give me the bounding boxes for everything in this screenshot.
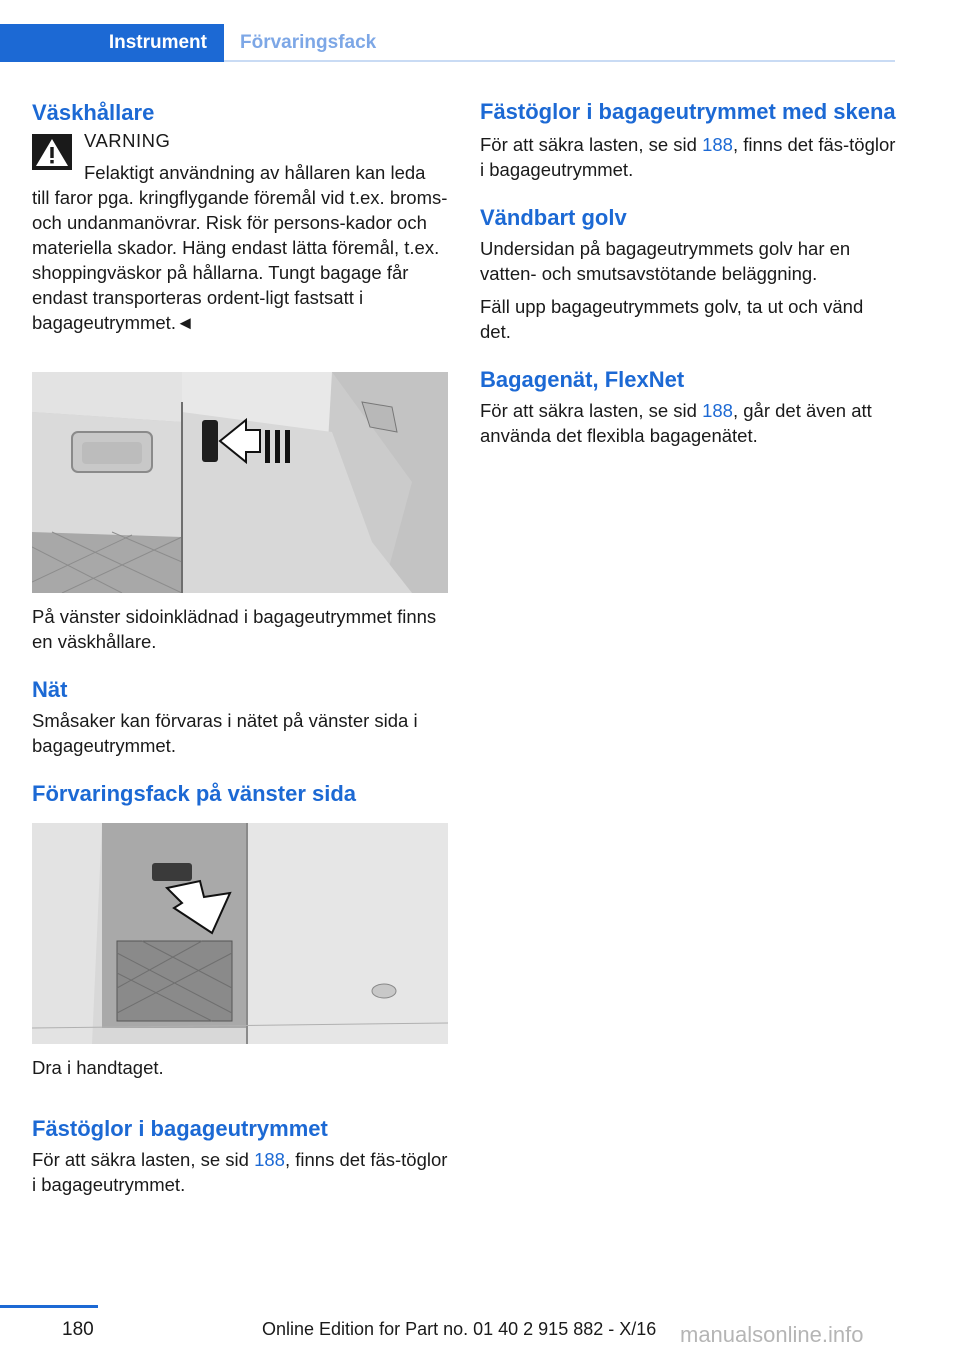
section-title-vandbart-golv: Vändbart golv xyxy=(480,205,627,230)
warning-block xyxy=(32,128,448,335)
caption-storage: Dra i handtaget. xyxy=(32,1057,164,1078)
section-title-nat: Nät xyxy=(32,677,68,702)
caption-bag-hook: På vänster sidoinklädnad i bagageutrymmet finns en väskhållare. xyxy=(32,606,437,652)
text-bagagenat: För att säkra lasten, se sid 188, går det även att använda det flexibla bagagenätet. xyxy=(480,400,872,446)
text-vandbart-golv-2: Fäll upp bagageutrymmets golv, ta ut och vänd det. xyxy=(480,296,864,342)
tab-forvaringsfack[interactable]: Förvaringsfack xyxy=(240,32,377,53)
page-header xyxy=(0,24,895,62)
text-nat: Småsaker kan förvaras i nätet på vänster sida i bagageutrymmet. xyxy=(32,710,418,756)
storage-compartment-illustration xyxy=(32,823,448,1044)
text-vandbart-golv-1: Undersidan på bagageutrymmets golv har en vatten- och smutsavstötande beläggning. xyxy=(480,238,851,284)
left-column xyxy=(32,100,448,1197)
warning-label: VARNING xyxy=(84,130,171,151)
bag-hook-illustration xyxy=(32,372,448,593)
warning-text: till faror pga. kringflygande föremål vid t.ex. broms- och undanmanövrar. Risk för persons-kador och materiella skador. Häng endast lätta föremål, t.ex. shoppingväskor på hållarna. Tungt bagage får endast transporteras ordent-ligt fastsatt i bagageutrymmet.◄ xyxy=(32,187,448,333)
warning-triangle-icon xyxy=(32,134,72,170)
section-title-vaskhallare: Väskhållare xyxy=(32,100,155,125)
header-rule xyxy=(224,60,895,62)
section-title-bagagenat: Bagagenät, FlexNet xyxy=(480,367,685,392)
page-link-188[interactable]: 188 xyxy=(702,400,733,421)
right-column xyxy=(480,100,896,448)
footer-rule xyxy=(0,1305,98,1308)
section-title-fastoglor-skena: Fästöglor i bagageutrymmet med skena xyxy=(480,99,896,124)
page-link-188[interactable]: 188 xyxy=(702,134,733,155)
footer-edition-text: Online Edition for Part no. 01 40 2 915 882 - X/16 xyxy=(262,1319,657,1339)
watermark: manualsonline.info xyxy=(680,1322,864,1347)
text-fastoglor-skena: För att säkra lasten, se sid 188, finns det fäs-töglor i bagageutrymmet. xyxy=(480,134,896,180)
page-number: 180 xyxy=(62,1319,94,1340)
section-title-fastoglor: Fästöglor i bagageutrymmet xyxy=(32,1116,328,1141)
page-link-188[interactable]: 188 xyxy=(254,1149,285,1170)
warning-text-first: Felaktigt användning av hållaren kan leda xyxy=(84,162,426,183)
text-fastoglor: För att säkra lasten, se sid 188, finns det fäs-töglor i bagageutrymmet. xyxy=(32,1149,448,1195)
tab-instrument[interactable]: Instrument xyxy=(0,24,224,62)
section-title-forvaringsfack: Förvaringsfack på vänster sida xyxy=(32,781,357,806)
